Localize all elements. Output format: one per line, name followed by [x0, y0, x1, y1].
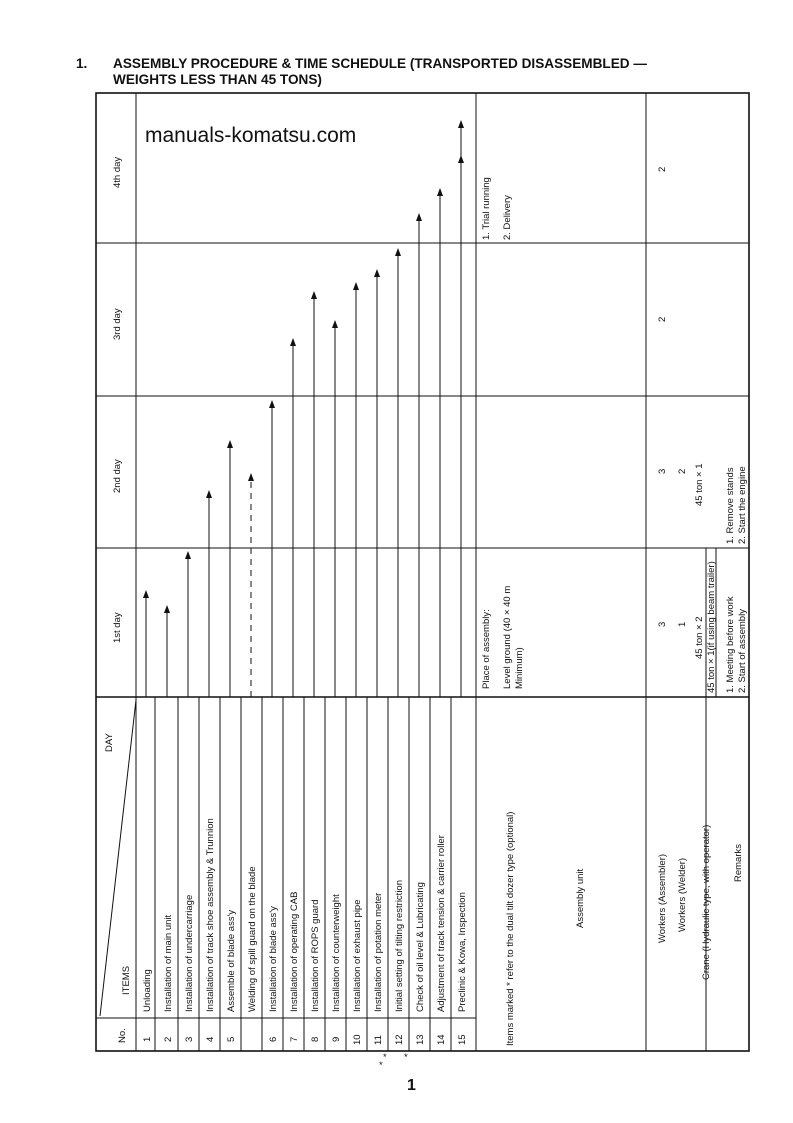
bar-spill-guard — [248, 473, 254, 697]
remarks-day1-line1: 1. Meeting before work — [725, 596, 736, 693]
row-number: 7 — [289, 1036, 300, 1042]
item-labels — [142, 818, 468, 1012]
watermark: manuals-komatsu.com — [145, 124, 357, 147]
bar-oil — [416, 213, 422, 697]
row-number: 6 — [268, 1036, 279, 1042]
item-label: Installation of blade ass'y — [268, 906, 279, 1012]
remarks-day1-line2: 2. Start of assembly — [737, 609, 748, 693]
item-label: Installation of undercarriage — [184, 894, 195, 1012]
asterisk-row-11: * — [383, 1052, 387, 1063]
row-numbers — [142, 1034, 468, 1045]
bar-blade-assemble — [227, 440, 233, 697]
section-title-line1: ASSEMBLY PROCEDURE & TIME SCHEDULE (TRANSPORTED DISASSEMBLED — — [113, 56, 647, 71]
assembler-day2: 3 — [657, 468, 668, 474]
bar-exhaust — [353, 282, 359, 697]
row-number: 14 — [436, 1034, 447, 1045]
remarks-label: Remarks — [733, 843, 744, 882]
item-label: Installation of operating CAB — [289, 891, 300, 1012]
place-of-assembly-line2: Level ground (40 × 40 m — [502, 585, 513, 689]
row-number: 8 — [310, 1036, 321, 1042]
remarks-day4-line1: 1. Trial running — [481, 177, 492, 240]
bar-track-shoe — [206, 490, 212, 697]
row-number: 5 — [226, 1036, 237, 1042]
item-label: Assemble of blade ass'y — [226, 909, 237, 1012]
item-label: Installation of track shoe assembly & Trunnion — [205, 818, 216, 1012]
item-label: Adjustment of track tension & carrier roller — [436, 835, 447, 1012]
welder-day2: 2 — [677, 468, 688, 474]
optional-note: Items marked * refer to the dual tilt dozer type (optional) — [505, 811, 516, 1046]
day-label-4: 4th day — [112, 156, 123, 188]
crane-label: Crane (Hydraulic type, with operator) — [701, 824, 712, 980]
day-label-2: 2nd day — [112, 459, 123, 493]
assembler-day3: 2 — [657, 316, 668, 322]
item-label: Preclinic & Kowa, Inspection — [457, 892, 468, 1012]
row-number: 10 — [352, 1034, 363, 1045]
row-number: 9 — [331, 1036, 342, 1042]
bar-cab — [290, 338, 296, 697]
day-label-1: 1st day — [112, 612, 123, 643]
row-number: 4 — [205, 1036, 216, 1042]
crane-day2: 45 ton × 1 — [694, 463, 705, 506]
item-label: Installation of counterweight — [331, 894, 342, 1012]
bar-unloading — [143, 590, 149, 697]
header-day: DAY — [104, 733, 115, 752]
item-label: Installation of ROPS guard — [310, 899, 321, 1012]
workers-welder-label: Workers (Welder) — [677, 857, 688, 932]
section-title-line2: WEIGHTS LESS THAN 45 TONS) — [113, 72, 322, 87]
asterisk-row-12: * — [404, 1052, 408, 1063]
bar-potation — [374, 269, 380, 697]
item-label: Initial setting of tilting restriction — [394, 879, 405, 1012]
item-label: Unloading — [142, 969, 153, 1012]
item-label: Installation of potation meter — [373, 892, 384, 1012]
crane-day1-alt: 45 ton × 1(if using beam trailer) — [706, 561, 717, 693]
item-label: Welding of spill guard on the blade — [247, 866, 258, 1012]
row-number: 1 — [142, 1036, 153, 1042]
remarks-day2-line2: 2. Start the engine — [737, 466, 748, 544]
bar-tilting — [395, 248, 401, 697]
crane-day1: 45 ton × 2 — [694, 616, 705, 659]
section-number: 1. — [76, 56, 88, 71]
header-no: No. — [117, 1028, 128, 1043]
asterisk-row-10: * — [379, 1060, 383, 1071]
row-number: 3 — [184, 1036, 195, 1042]
header-items: ITEMS — [121, 965, 132, 995]
workers-assembler-label: Workers (Assembler) — [657, 853, 668, 943]
bar-track-tension — [437, 188, 443, 697]
assembler-day4: 2 — [657, 166, 668, 172]
row-number: 15 — [457, 1034, 468, 1045]
assembly-unit-label: Assembly unit — [575, 868, 586, 928]
place-of-assembly-line3: Minimum) — [514, 647, 525, 689]
assembler-day1: 3 — [657, 621, 668, 627]
item-label: Installation of exhaust pipe — [352, 899, 363, 1012]
place-of-assembly-title: Place of assembly: — [481, 609, 492, 689]
item-label: Check of oil level & Lubricating — [415, 882, 426, 1012]
row-number: 11 — [373, 1035, 384, 1045]
row-number: 12 — [394, 1034, 405, 1045]
bar-counterweight — [332, 320, 338, 697]
remarks-day4-line2: 2. Delivery — [502, 195, 513, 240]
row-number: 13 — [415, 1034, 426, 1045]
bar-rops — [311, 291, 317, 697]
welder-day1: 1 — [677, 621, 688, 627]
item-label: Installation of main unit — [163, 914, 174, 1012]
day-label-3: 3rd day — [112, 308, 123, 340]
row-number: 2 — [163, 1036, 174, 1042]
remarks-day2-line1: 1. Remove stands — [725, 467, 736, 544]
bar-undercarriage — [185, 551, 191, 697]
schedule-bars — [143, 120, 464, 697]
page-number: 1 — [407, 1077, 416, 1094]
bar-main-unit — [164, 605, 170, 697]
bar-inspection — [458, 120, 464, 697]
